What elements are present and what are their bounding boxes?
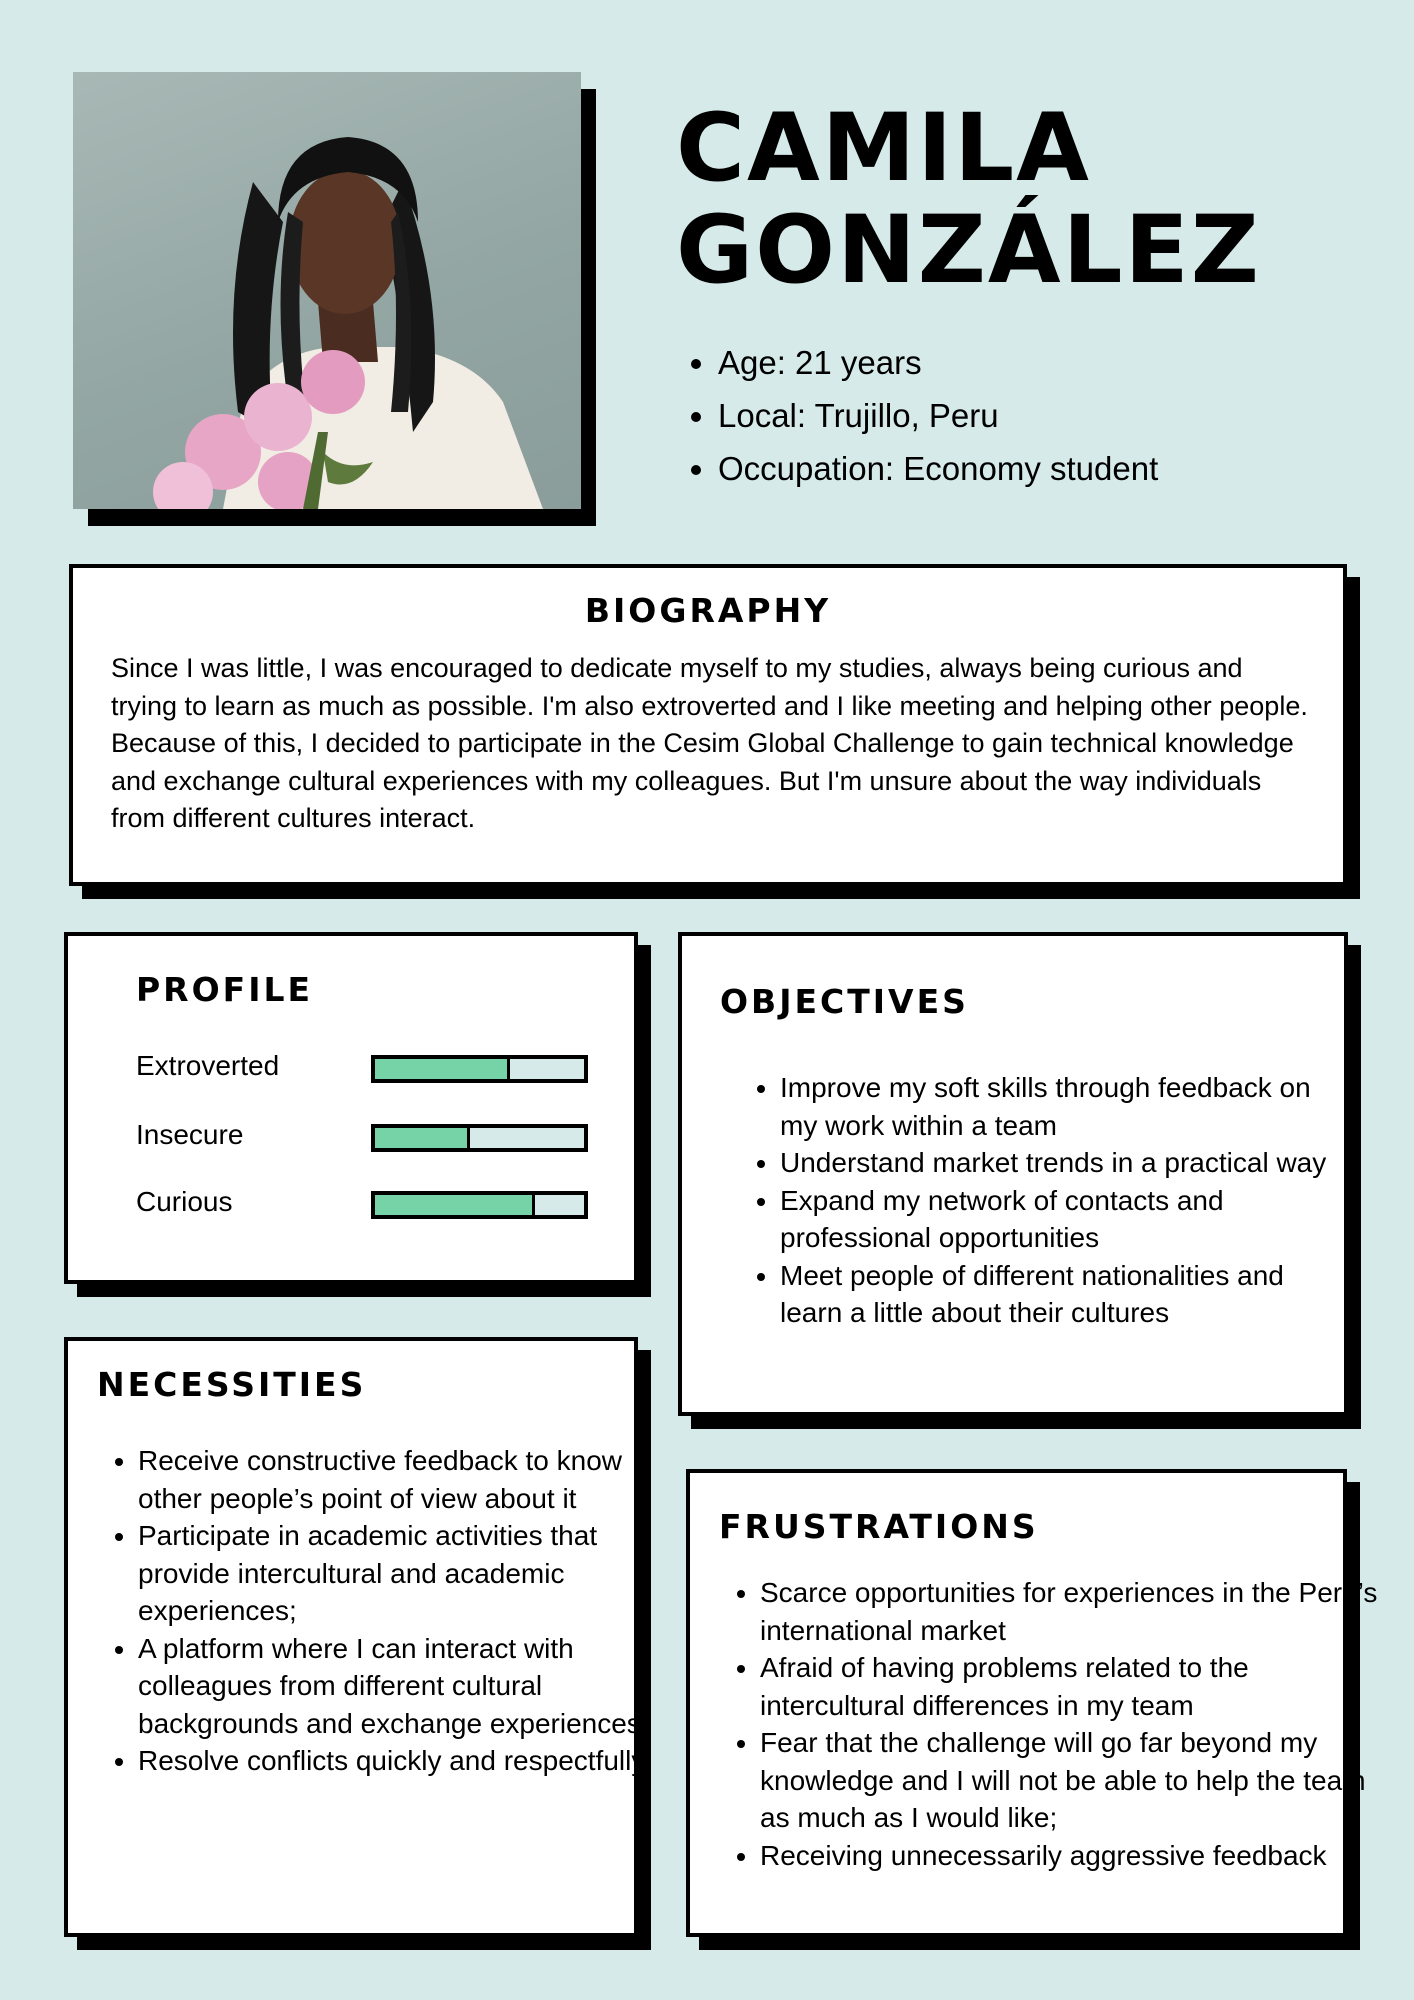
profile-title: PROFILE <box>136 970 314 1009</box>
trait-bar-fill <box>375 1128 470 1148</box>
frustrations-card <box>686 1469 1378 1937</box>
last-name: GONZÁLEZ <box>676 196 1261 305</box>
trait-bar-fill <box>375 1059 510 1079</box>
list-item: • Scarce opportunities for experiences in the Peru’s international market <box>760 1574 1380 1649</box>
list-item: • Afraid of having problems related to the intercultural differences in my team <box>760 1649 1380 1724</box>
necessities-list <box>104 1442 658 1780</box>
profile-card <box>64 932 638 1284</box>
info-occupation: • Occupation: Economy student <box>718 442 1158 495</box>
trait-bar-fill <box>375 1195 535 1215</box>
objectives-card <box>678 932 1348 1416</box>
trait-bar-curious <box>371 1191 588 1219</box>
biography-title: BIOGRAPHY <box>584 591 832 630</box>
trait-label-insecure: Insecure <box>136 1119 244 1150</box>
list-item: • Resolve conflicts quickly and respectfully <box>138 1742 658 1780</box>
persona-name <box>676 94 1261 305</box>
trait-label-curious: Curious <box>136 1186 233 1217</box>
portrait-illustration <box>73 72 581 509</box>
list-item: • Expand my network of contacts and professional opportunities <box>780 1182 1340 1257</box>
info-location: • Local: Trujillo, Peru <box>718 389 1158 442</box>
info-age: • Age: 21 years <box>718 336 1158 389</box>
list-item: • Meet people of different nationalities and learn a little about their cultures <box>780 1257 1340 1332</box>
portrait-photo <box>73 72 581 509</box>
first-name: CAMILA <box>676 94 1091 203</box>
objectives-list <box>746 1069 1340 1332</box>
persona-info <box>688 336 1158 495</box>
list-item: • Improve my soft skills through feedback on my work within a team <box>780 1069 1340 1144</box>
list-item: • Participate in academic activities that provide intercultural and academic experiences; <box>138 1517 658 1630</box>
biography-card <box>69 564 1347 886</box>
list-item: • Understand market trends in a practical way <box>780 1144 1340 1182</box>
biography-text: Since I was little, I was encouraged to dedicate myself to my studies, always being curious and trying to learn as much as possible. I'm also extroverted and I like meeting and helping other people. Because of this, I decided to participate in the Cesim Global Challenge to gain technical knowledge and exchange cultural experiences with my colleagues. But I'm unsure about the way individuals from different cultures interact. <box>111 653 1308 833</box>
list-item: • A platform where I can interact with colleagues from different cultural backgrounds and exchange experiences <box>138 1630 658 1743</box>
trait-label-extroverted: Extroverted <box>136 1050 280 1081</box>
list-item: • Receive constructive feedback to know other people’s point of view about it <box>138 1442 658 1517</box>
list-item: • Receiving unnecessarily aggressive feedback <box>760 1837 1380 1875</box>
frustrations-title: FRUSTRATIONS <box>719 1507 1039 1546</box>
objectives-title: OBJECTIVES <box>720 982 969 1021</box>
list-item: • Fear that the challenge will go far beyond my knowledge and I will not be able to help the team as much as I would like; <box>760 1724 1380 1837</box>
necessities-title: NECESSITIES <box>97 1365 367 1404</box>
trait-bar-insecure <box>371 1124 588 1152</box>
frustrations-list <box>726 1574 1380 1874</box>
necessities-card <box>64 1337 646 1937</box>
trait-bar-extroverted <box>371 1055 588 1083</box>
